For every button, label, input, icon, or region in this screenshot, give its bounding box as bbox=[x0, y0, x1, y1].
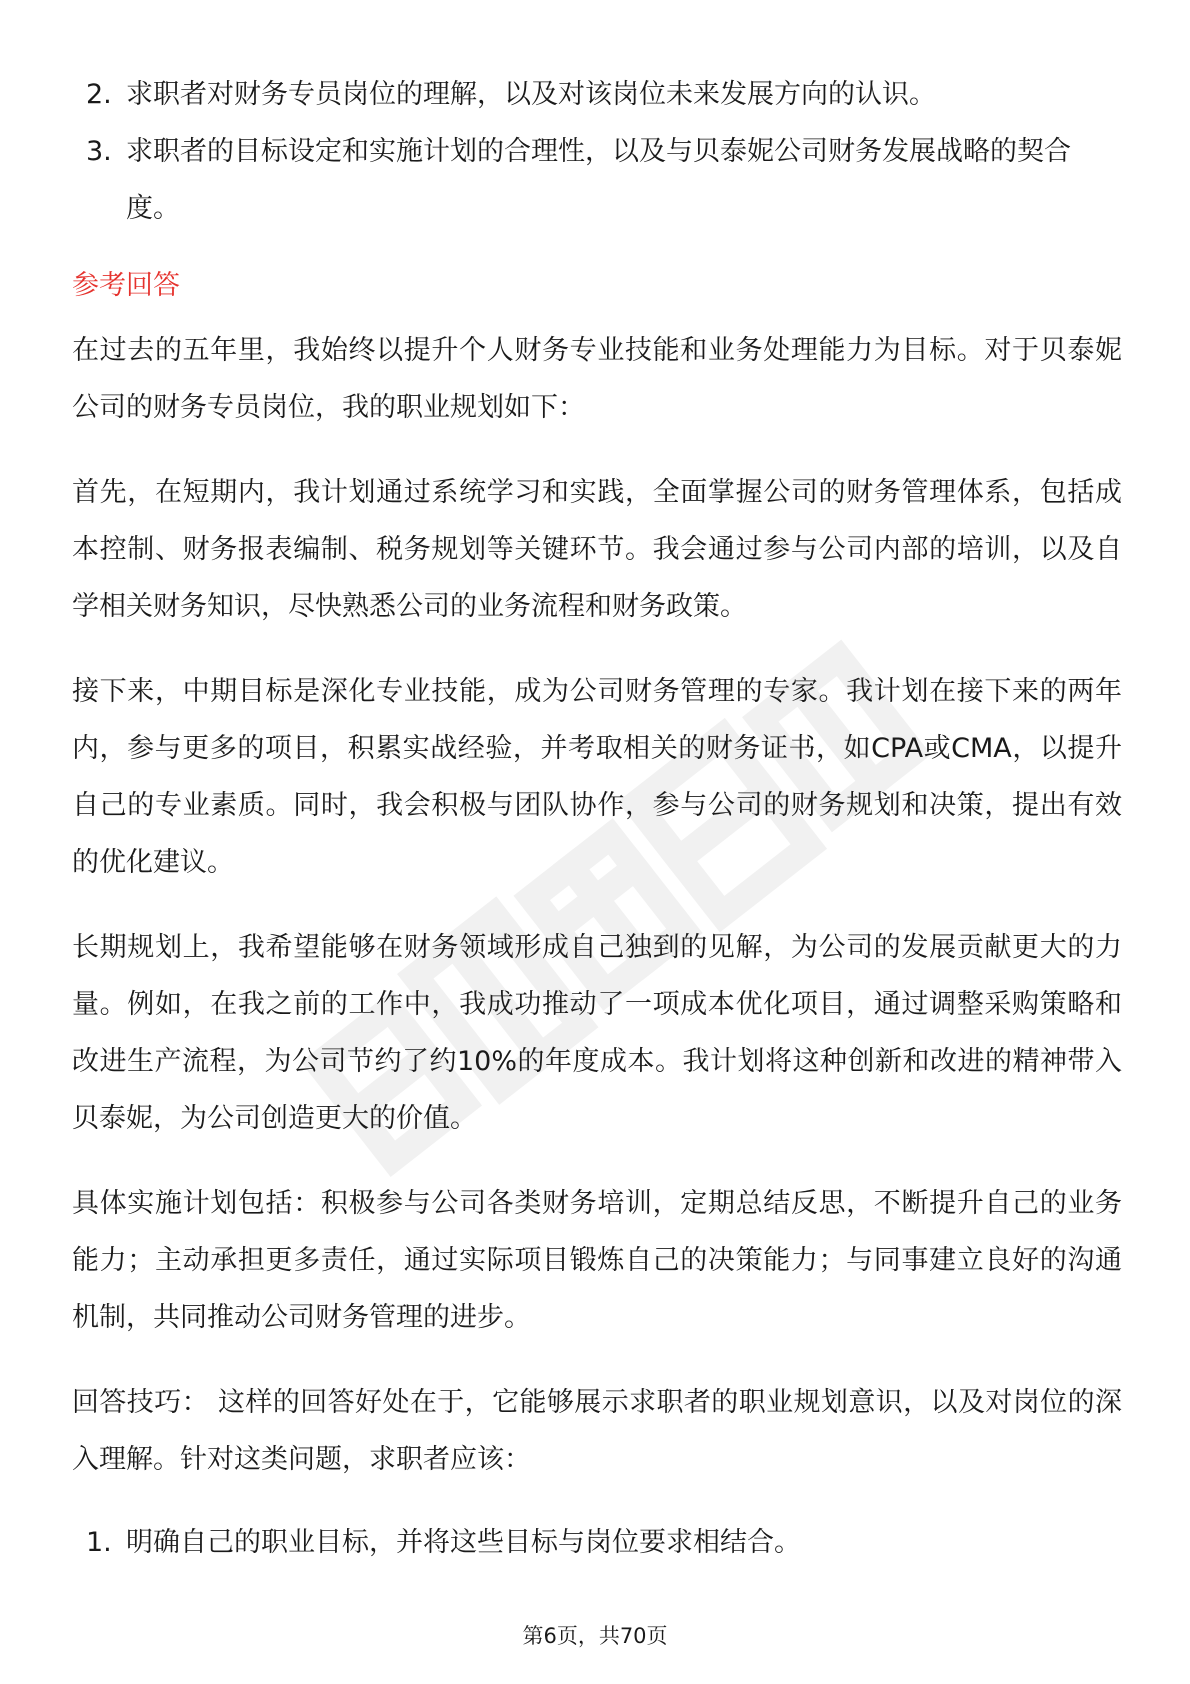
list-item-text: 求职者对财务专员岗位的理解，以及对该岗位未来发展方向的认识。 bbox=[126, 79, 936, 110]
criteria-list bbox=[72, 66, 1122, 237]
tips-list bbox=[72, 1514, 1122, 1571]
answer-paragraph-mid-term: 接下来，中期目标是深化专业技能，成为公司财务管理的专家。我计划在接下来的两年内，参与更多的项目，积累实战经验，并考取相关的财务证书，如CPA或CMA，以提升自己的专业素质。同时，我会积极与团队协作，参与公司的财务规划和决策，提出有效的优化建议。 bbox=[72, 676, 1122, 878]
list-item bbox=[72, 123, 1122, 237]
answer-paragraph-long-term: 长期规划上，我希望能够在财务领域形成自己独到的见解，为公司的发展贡献更大的力量。例如，在我之前的工作中，我成功推动了一项成本优化项目，通过调整采购策略和改进生产流程，为公司节约了约10%的年度成本。我计划将这种创新和改进的精神带入贝泰妮，为公司创造更大的价值。 bbox=[72, 932, 1122, 1134]
list-item-text: 明确自己的职业目标，并将这些目标与岗位要求相结合。 bbox=[126, 1527, 801, 1558]
page-footer: 第6页，共70页 bbox=[522, 1624, 668, 1648]
list-item bbox=[72, 1514, 1122, 1571]
list-item-number: 1. bbox=[86, 1527, 112, 1558]
page-content bbox=[72, 66, 1122, 1571]
answer-paragraph-plan: 具体实施计划包括：积极参与公司各类财务培训，定期总结反思，不断提升自己的业务能力；主动承担更多责任，通过实际项目锻炼自己的决策能力；与同事建立良好的沟通机制，共同推动公司财务管理的进步。 bbox=[72, 1188, 1122, 1333]
reference-answer-heading: 参考回答 bbox=[72, 270, 180, 301]
list-item-number: 3. bbox=[86, 136, 112, 167]
answer-paragraph-intro: 在过去的五年里，我始终以提升个人财务专业技能和业务处理能力为目标。对于贝泰妮公司的财务专员岗位，我的职业规划如下： bbox=[72, 335, 1122, 423]
answer-tips-paragraph: 回答技巧： 这样的回答好处在于，它能够展示求职者的职业规划意识，以及对岗位的深入理解。针对这类问题，求职者应该： bbox=[72, 1387, 1122, 1475]
list-item bbox=[72, 66, 1122, 123]
list-item-text: 求职者的目标设定和实施计划的合理性，以及与贝泰妮公司财务发展战略的契合度。 bbox=[126, 136, 1071, 224]
list-item-number: 2. bbox=[86, 79, 112, 110]
answer-paragraph-short-term: 首先，在短期内，我计划通过系统学习和实践，全面掌握公司的财务管理体系，包括成本控制、财务报表编制、税务规划等关键环节。我会通过参与公司内部的培训，以及自学相关财务知识，尽快熟悉公司的业务流程和财务政策。 bbox=[72, 477, 1122, 622]
